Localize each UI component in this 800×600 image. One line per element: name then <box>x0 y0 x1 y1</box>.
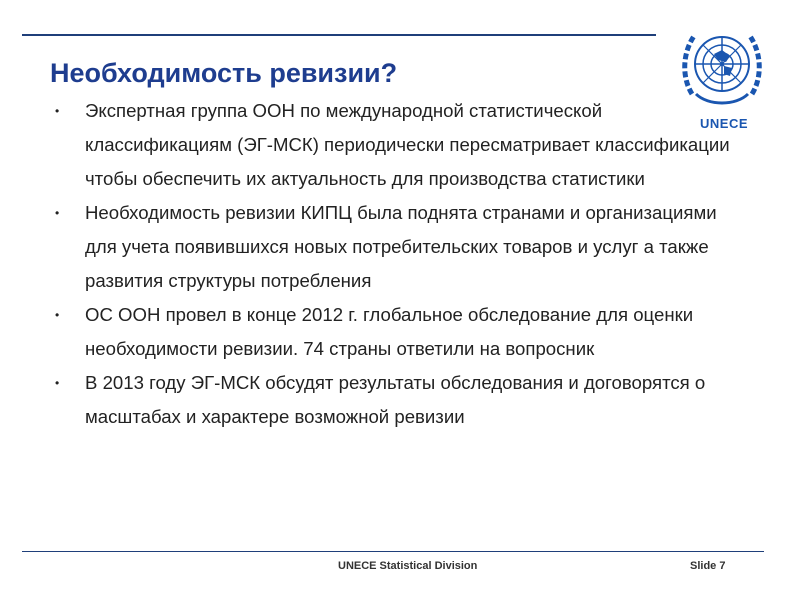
footer-slide-number: Slide 7 <box>690 560 726 572</box>
bullet-dot-icon: • <box>55 206 60 220</box>
bullet-dot-icon: • <box>55 376 60 390</box>
bullet-item <box>52 366 742 434</box>
footer-division: UNECE Statistical Division <box>338 560 478 572</box>
unece-logo-text: UNECE <box>700 116 749 131</box>
bullet-item <box>52 94 742 196</box>
top-divider <box>22 34 656 36</box>
bullet-text: В 2013 году ЭГ-МСК обсудят результаты обследования и договорятся о масштабах и характере возможной ревизии <box>85 372 706 427</box>
slide-title: Необходимость ревизии? <box>50 58 398 88</box>
bottom-divider <box>22 551 764 552</box>
bullet-item <box>52 298 742 366</box>
bullet-list <box>52 94 742 434</box>
bullet-text: Необходимость ревизии КИПЦ была поднята странами и организациями для учета появившихся новых потребительских товаров и услуг а также развития структуры потребления <box>85 202 717 291</box>
bullet-item <box>52 196 742 298</box>
bullet-text: ОС ООН провел в конце 2012 г. глобальное обследование для оценки необходимости ревизии. 74 страны ответили на вопросник <box>85 304 694 359</box>
bullet-text: Экспертная группа ООН по международной статистической классификациям (ЭГ-МСК) периодически пересматривает классификации чтобы обеспечить их актуальность для производства статистики <box>85 100 730 189</box>
bullet-dot-icon: • <box>55 104 60 118</box>
bullet-dot-icon: • <box>55 308 60 322</box>
